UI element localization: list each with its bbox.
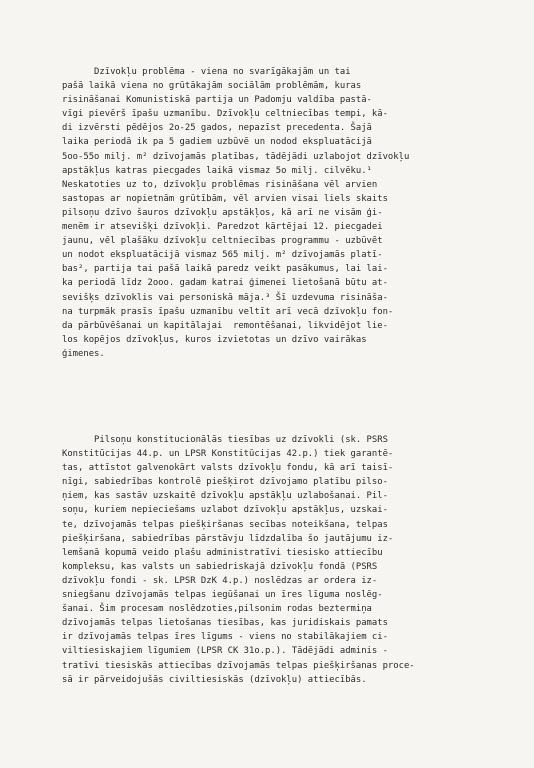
text-line: laika periodā ik pa 5 gadiem uzbūvē un nodod ekspluatācijā [62,137,372,148]
text-line: 5oo-55o milj. m² dzīvojamās platības, tādējādi uzlabojot dzīvokļu [62,151,410,162]
text-line: ka periodā līdz 2ooo. gadam katrai ģimenei lietošanā būtu at- [62,278,388,289]
text-line: da pārbūvēšanai un kapitālajai remontēšanai, likvidējot lie- [62,320,388,331]
text-line: vīgi pievērš īpašu uzmanību. Dzīvokļu celtniecības tempi, kā- [62,109,388,120]
text-line: ir dzīvojamās telpas īres līgums - viens no stabilākajiem ci- [62,632,388,643]
text-line: sevišķs dzīvoklis vai personiskā māja.³ Šī uzdevuma risināša- [62,292,388,303]
paragraph-constitutional-rights [62,433,502,687]
text-line: pašā laikā viena no grūtākajām sociālām problēmām, kuras [62,81,362,92]
text-line: risināšanai Komunistiskā partija un Padomju valdība pastā- [62,95,372,106]
text-line: apstākļus katras piecgades laikā vismaz 5o milj. cilvēku.¹ [62,165,372,176]
text-line: tas, attīstot galvenokārt valsts dzīvokļu fondu, kā arī taisī- [62,463,394,474]
text-line: sniegšanu dzīvojamās telpas iegūšanai un īres līguma noslēg- [62,590,383,601]
text-line: piešķiršana, sabiedrības pārstāvju līdzdalība šo jautājumu iz- [62,533,394,544]
text-line: kompleksu, kas valsts un sabiedriskajā dzīvokļu fondā (PSRS [62,561,378,572]
text-line: sā ir pārveidojušās civiltiesiskās (dzīvokļu) attiecībās. [62,674,367,685]
text-line: dzīvojamās telpas lietošanas tiesības, kas juridiskais pamats [62,618,388,629]
text-line: ņiem, kas sastāv uzskaitē dzīvokļu apstākļu uzlabošanai. Pil- [62,491,388,502]
text-line: sastopas ar nopietnām grūtībām, vēl arvien visai liels skaits [62,193,388,204]
text-line: un nodot ekspluatācijā vismaz 565 milj. m² dzīvojamās platī- [62,250,383,261]
text-line: tratīvi tiesiskās attiecības dzīvojamās telpas piešķiršanas proce- [62,660,415,671]
text-line: di izvērsti pēdējos 2o-25 gados, nepazīst precedenta. Šajā [62,123,372,134]
text-line: dzīvokļu fondi - sk. LPSR DzK 4.p.) noslēdzas ar ordera iz- [62,575,378,586]
paragraph-housing-problem [62,65,502,361]
text-line: šanai. Šim procesam noslēdzoties,pilsonim rodas beztermiņa [62,604,372,615]
text-line: nīgi, sabiedrības kontrolē piešķirot dzīvojamo platību pilso- [62,477,388,488]
text-line: Konstitūcijas 44.p. un LPSR Konstitūcijas 42.p.) tiek garantē- [62,449,394,460]
text-line: Dzīvokļu problēma - viena no svarīgākajām un tai [62,67,351,77]
text-line: viltiesiskajiem līgumiem (LPSR CK 31o.p.). Tādējādi adminis - [62,646,388,657]
text-line: na turpmāk prasīs īpašu uzmanību veltīt arī vecā dzīvokļu fon- [62,306,394,317]
text-line: bas², partija tai pašā laikā paredz veikt pasākumus, lai lai- [62,264,388,275]
text-line: los kopējos dzīvokļus, kuros izvietotas un dzīvo vairākas [62,334,367,345]
text-line: lemšanā kopumā veido plašu administratīvi tiesisko attiecību [62,547,383,558]
text-line: ģimenes. [62,348,105,359]
text-line: jaunu, vēl plašāku dzīvokļu celtniecības programmu - uzbūvēt [62,236,383,247]
text-line: Neskatoties uz to, dzīvokļu problēmas risināšana vēl arvien [62,179,378,190]
text-line: Pilsoņu konstitucionālās tiesības uz dzīvokli (sk. PSRS [62,435,388,445]
text-line: menēm ir atsevišķi dzīvokļi. Paredzot kārtējai 12. piecgadei [62,222,383,233]
text-line: te, dzīvojamās telpas piešķiršanas secības noteikšana, telpas [62,519,388,530]
text-line: pilsoņu dzīvo šauros dzīvokļu apstākļos, kā arī ne visām ģi- [62,207,383,218]
text-line: soņu, kuriem nepieciešams uzlabot dzīvokļu apstākļus, uzskai- [62,505,388,516]
